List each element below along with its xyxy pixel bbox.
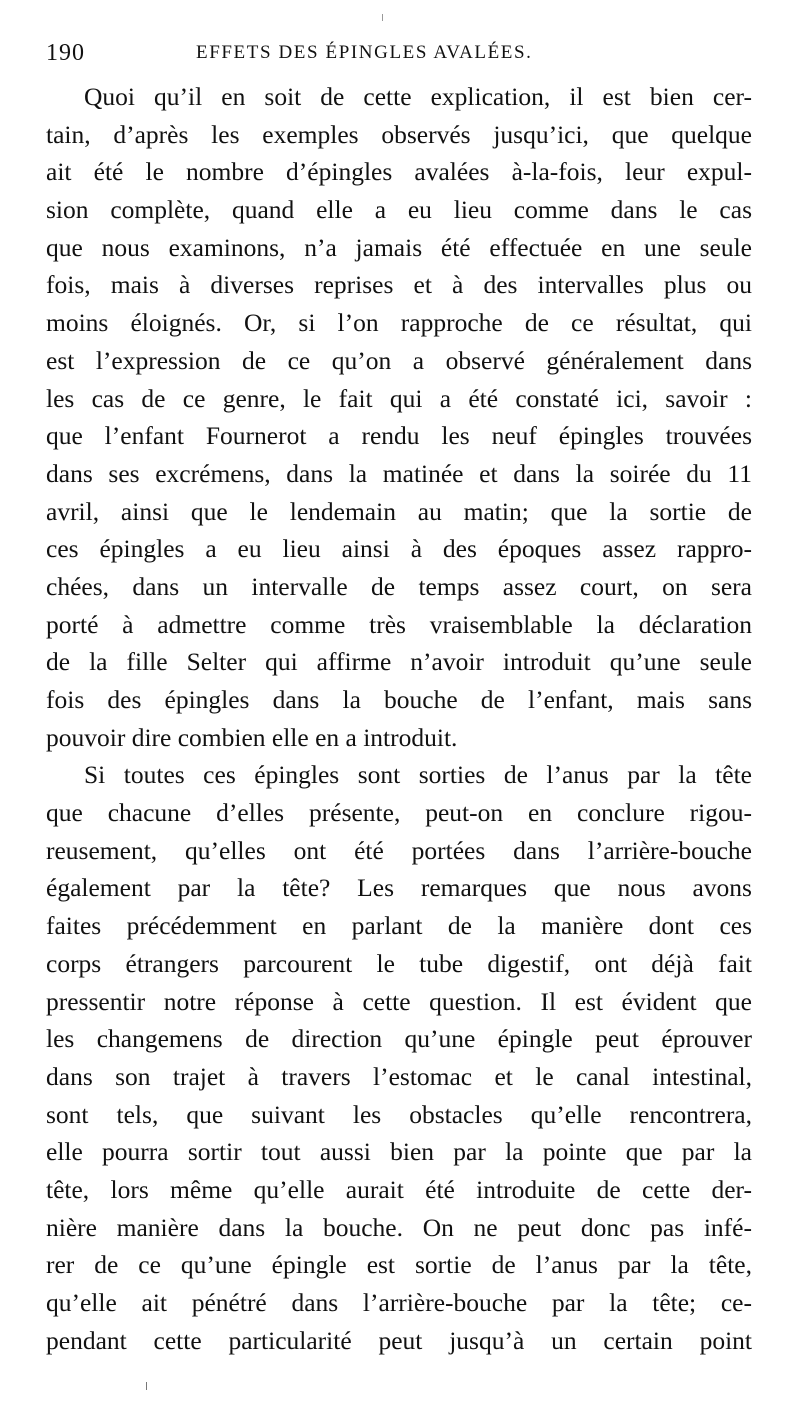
text-line-paragraph-start: Si toutes ces épingles sont sorties de l’anus par la tête: [84, 760, 752, 790]
text-line: ait été le nombre d’épingles avalées à-la-fois, leur expul-: [46, 157, 752, 187]
text-line: tain, d’après les exemples observés jusqu’ici, que quelque: [46, 119, 752, 149]
text-line: qu’elle ait pénétré dans l’arrière-bouche par la tête; ce-: [46, 1288, 752, 1317]
text-line: fois des épingles dans la bouche de l’enfant, mais sans: [46, 685, 752, 714]
text-line: pendant cette particularité peut jusqu’à un certain point: [46, 1325, 752, 1355]
text-line: nière manière dans la bouche. On ne peut donc pas infé-: [46, 1212, 752, 1242]
text-line: porté à admettre comme très vraisemblable la déclaration: [46, 609, 752, 639]
running-title: EFFETS DES ÉPINGLES AVALÉES.: [196, 42, 533, 63]
text-line: également par la tête? Les remarques que nous avons: [46, 873, 752, 903]
text-line: les changemens de direction qu’une épingle peut éprouver: [46, 1024, 752, 1054]
running-head: [46, 36, 754, 76]
text-line: rer de ce qu’une épingle est sortie de l’anus par la tête,: [46, 1250, 752, 1280]
text-line: corps étrangers parcourent le tube digestif, ont déjà fait: [46, 948, 752, 978]
text-line: de la fille Selter qui affirme n’avoir introduit qu’une seule: [46, 647, 752, 677]
print-mark: [146, 1382, 147, 1390]
text-line: avril, ainsi que le lendemain au matin; que la sortie de: [46, 496, 752, 526]
text-line: est l’expression de ce qu’on a observé généralement dans: [46, 345, 752, 375]
text-line: moins éloignés. Or, si l’on rapproche de ce résultat, qui: [46, 308, 752, 338]
print-mark: [382, 14, 383, 21]
text-line: faites précédemment en parlant de la manière dont ces: [46, 911, 752, 941]
text-line: les cas de ce genre, le fait qui a été constaté ici, savoir :: [46, 383, 752, 413]
text-line: elle pourra sortir tout aussi bien par la pointe que par la: [46, 1137, 752, 1167]
text-line: reusement, qu’elles ont été portées dans l’arrière-bouche: [46, 835, 752, 865]
text-line: dans son trajet à travers l’estomac et le canal intestinal,: [46, 1061, 752, 1091]
text-line: ces épingles a eu lieu ainsi à des époques assez rappro-: [46, 534, 752, 564]
text-line-paragraph-start: Quoi qu’il en soit de cette explication, il est bien cer-: [84, 82, 752, 111]
text-line: que l’enfant Fournerot a rendu les neuf épingles trouvées: [46, 421, 752, 451]
text-line: tête, lors même qu’elle aurait été introduite de cette der-: [46, 1174, 752, 1204]
text-line: que nous examinons, n’a jamais été effectuée en une seule: [46, 232, 752, 262]
text-line: dans ses excrémens, dans la matinée et dans la soirée du 11: [46, 458, 752, 488]
text-line-paragraph-end: pouvoir dire combien elle en a introduit.: [46, 722, 458, 752]
body-text: [46, 78, 752, 1359]
page-number: 190: [46, 40, 85, 66]
text-line: sont tels, que suivant les obstacles qu’elle rencontrera,: [46, 1099, 752, 1129]
text-line: sion complète, quand elle a eu lieu comme dans le cas: [46, 195, 752, 225]
text-line: chées, dans un intervalle de temps assez court, on sera: [46, 571, 752, 601]
text-line: que chacune d’elles présente, peut-on en conclure rigou-: [46, 798, 752, 828]
text-line: fois, mais à diverses reprises et à des intervalles plus ou: [46, 270, 752, 300]
text-line: pressentir notre réponse à cette question. Il est évident que: [46, 986, 752, 1016]
